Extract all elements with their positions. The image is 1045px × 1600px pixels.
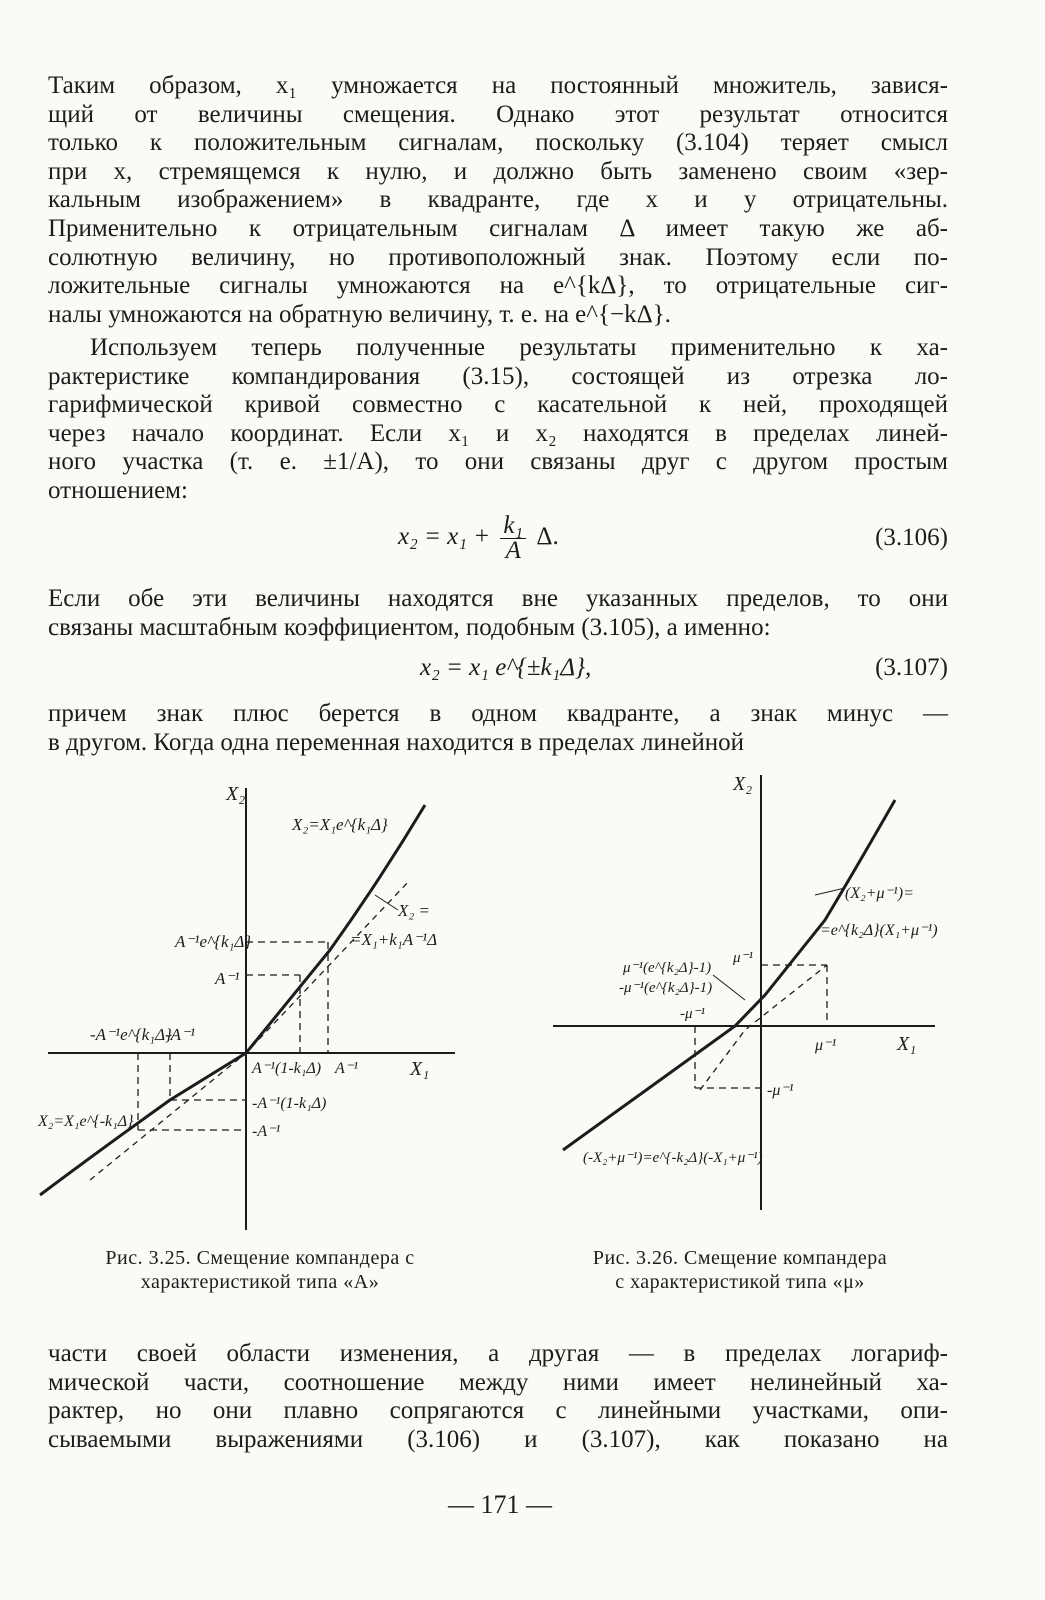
x2-axis-label: X₂ xyxy=(733,773,753,795)
label-neg-a-inv: -A⁻¹ xyxy=(165,1025,196,1044)
equation-lhs: x₂ = x₁ + xyxy=(398,523,491,551)
paragraph-2 xyxy=(48,334,948,506)
equation-number: (3.107) xyxy=(875,654,948,681)
label-mu-e-1: μ⁻¹(e^{k₂Δ}-1) xyxy=(623,960,712,976)
equation-formula: x₂ = x₁ e^{±k₁Δ}, xyxy=(420,654,592,681)
equation-formula xyxy=(398,514,559,563)
label-neg-mu-e: -μ⁻¹(e^{k₂Δ}-1) xyxy=(619,980,713,996)
paragraph-5 xyxy=(48,1340,948,1454)
text-line: рактеристике компандирования (3.15), состоящей из отрезка ло- xyxy=(48,362,948,390)
text-line: Таким образом, x₁ умножается на постоянный множитель, завися- xyxy=(48,72,948,99)
label-upper-2: =e^{k₂Δ}(X₁+μ⁻¹) xyxy=(820,922,938,939)
label-a-inv: A⁻¹ xyxy=(215,969,240,988)
label-a-inv-e: A⁻¹e^{k₁Δ} xyxy=(175,932,252,951)
text-line: Применительно к отрицательным сигналам Δ имеет такую же аб- xyxy=(48,214,948,242)
page-number: — 171 — xyxy=(448,1490,552,1519)
equation-number: (3.106) xyxy=(875,524,948,551)
figure-3-25-caption xyxy=(50,1246,470,1294)
figure-3-26-caption xyxy=(545,1246,935,1294)
caption-line: Рис. 3.25. Смещение компандера с xyxy=(105,1247,415,1269)
text-line: причем знак плюс берется в одном квадранте, а знак минус — xyxy=(48,700,948,727)
label-a-inv-1-minus: A⁻¹(1-k₁Δ) xyxy=(252,1060,322,1077)
text-line: только к положительным сигналам, поскольку (3.104) теряет смысл xyxy=(48,129,948,157)
text-line: рактер, но они плавно сопрягаются с линейными участками, опи- xyxy=(48,1397,948,1425)
x1-axis-label: X₁ xyxy=(410,1058,430,1080)
characteristic-curve xyxy=(40,805,425,1195)
label-line-1: X₂ = xyxy=(398,901,431,920)
label-neg-a-inv-1-minus: -A⁻¹(1-k₁Δ) xyxy=(252,1095,327,1112)
label-mu-top: μ⁻¹ xyxy=(733,950,753,966)
text-line: гарифмической кривой совместно с касательной к ней, проходящей xyxy=(48,391,948,419)
text-line: Если обе эти величины находятся вне указанных пределов, то они xyxy=(48,585,948,612)
label-neg-a-inv-y: -A⁻¹ xyxy=(252,1123,281,1140)
leader-line xyxy=(713,975,745,1000)
text-line: мической части, соотношение между ними имеет нелинейный ха- xyxy=(48,1368,948,1396)
text-line: сываемыми выражениями (3.106) и (3.107), как показано на xyxy=(48,1425,948,1453)
x2-axis-label: X₂ xyxy=(226,783,246,805)
label-line-2: =X₁+k₁A⁻¹Δ xyxy=(350,930,438,949)
label-lower: (-X₂+μ⁻¹)=e^{-k₂Δ}(-X₁+μ⁻¹) xyxy=(583,1150,763,1166)
figure-3-26 xyxy=(545,770,995,1240)
label-mu-x: μ⁻¹ xyxy=(815,1037,837,1054)
text-line: ного участка (т. е. ±1/A), то они связаны друг с другом простым xyxy=(48,448,948,476)
label-neg-mu-small: -μ⁻¹ xyxy=(680,1006,705,1022)
label-a-inv-x: A⁻¹ xyxy=(335,1060,359,1077)
fraction xyxy=(500,514,526,563)
text-line: Используем теперь полученные результаты применительно к ха- xyxy=(90,334,948,361)
text-line: при x, стремящемся к нулю, и должно быть заменено своим «зер- xyxy=(48,157,948,185)
label-upper-1: (X₂+μ⁻¹)= xyxy=(845,885,914,902)
label-curve-bottom: X₂=X₁e^{-k₁Δ} xyxy=(38,1113,134,1130)
text-line: отношением: xyxy=(48,476,188,504)
text-line: кальным изображением» в квадранте, где x и y отрицательны. xyxy=(48,186,948,214)
shifted-line xyxy=(700,965,827,1090)
text-line: части своей области изменения, а другая — в пределах логариф- xyxy=(48,1340,948,1367)
paragraph-4 xyxy=(48,700,948,757)
fraction-denominator: A xyxy=(505,537,521,564)
equation-rhs: Δ. xyxy=(536,523,559,551)
equation-3-107 xyxy=(48,650,948,690)
caption-line: характеристикой типа «A» xyxy=(140,1271,380,1293)
text-line: в другом. Когда одна переменная находится в пределах линейной xyxy=(48,728,745,756)
label-neg-mu-y: -μ⁻¹ xyxy=(767,1082,794,1099)
text-line: связаны масштабным коэффициентом, подобным (3.105), а именно: xyxy=(48,613,771,641)
text-line: щий от величины смещения. Однако этот результат относится xyxy=(48,100,948,128)
x1-axis-label: X₁ xyxy=(897,1033,917,1055)
paragraph-1 xyxy=(48,72,948,329)
characteristic-curve xyxy=(563,800,895,1150)
leader-line xyxy=(375,895,398,910)
equation-3-106 xyxy=(48,512,948,568)
caption-line: Рис. 3.26. Смещение компандера xyxy=(592,1247,888,1269)
figure-3-25 xyxy=(30,770,500,1240)
text-line: через начало координат. Если x₁ и x₂ находятся в пределах линей- xyxy=(48,419,948,447)
text-line: налы умножаются на обратную величину, т. е. на e^{−kΔ}. xyxy=(48,300,671,328)
label-curve-top: X₂=X₁e^{k₁Δ} xyxy=(292,815,388,834)
text-line: ложительные сигналы умножаются на e^{kΔ}, то отрицательные сиг- xyxy=(48,272,948,300)
fraction-numerator: k₁ xyxy=(500,514,526,539)
text-line: солютную величину, но противоположный знак. Поэтому если по- xyxy=(48,243,948,271)
paragraph-3 xyxy=(48,585,948,642)
label-neg-a-inv-e: -A⁻¹e^{k₁Δ} xyxy=(90,1025,172,1044)
caption-line: с характеристикой типа «μ» xyxy=(615,1271,865,1293)
